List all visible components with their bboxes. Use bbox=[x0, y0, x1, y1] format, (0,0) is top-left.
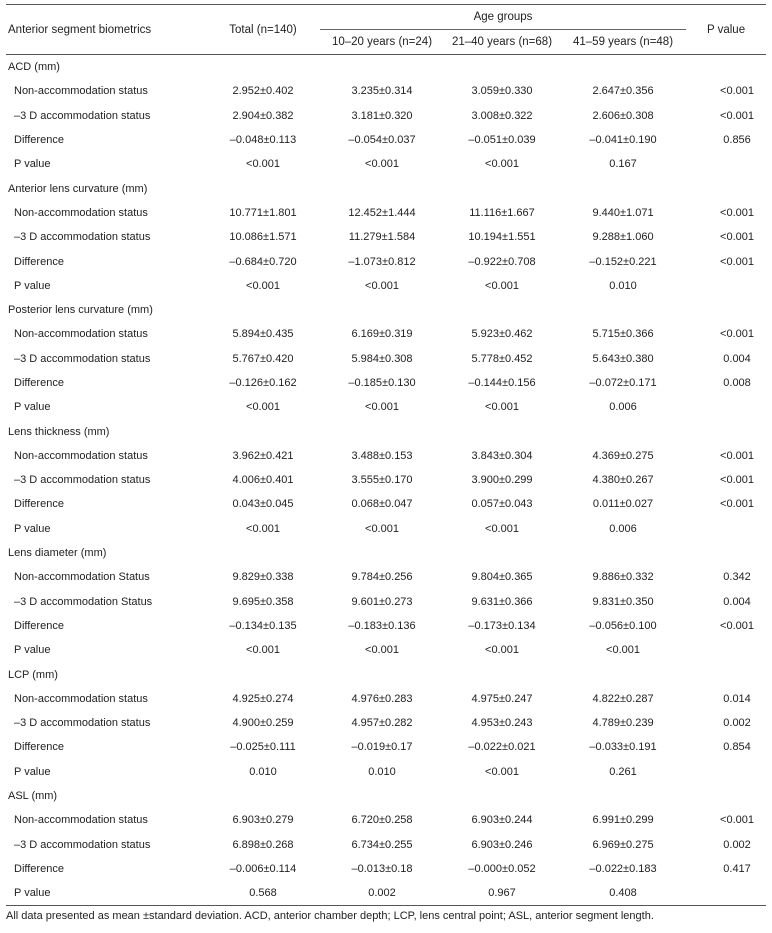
cell-age-21-40: <0.001 bbox=[485, 765, 519, 778]
cell-age-41-59: 5.715±0.366 bbox=[592, 328, 654, 341]
section-header-row bbox=[6, 55, 766, 79]
table-row bbox=[6, 492, 766, 516]
cell-age-21-40: –0.173±0.134 bbox=[468, 619, 536, 632]
row-label: Non-accommodation status bbox=[14, 328, 148, 341]
table-row bbox=[6, 517, 766, 541]
row-label: Non-accommodation status bbox=[14, 85, 148, 98]
cell-age-21-40: 5.778±0.452 bbox=[471, 352, 533, 365]
row-label: Non-accommodation status bbox=[14, 814, 148, 827]
table-row bbox=[6, 249, 766, 273]
biometrics-table bbox=[6, 5, 766, 905]
cell-total: 4.006±0.401 bbox=[232, 474, 294, 487]
header-total: Total (n=140) bbox=[229, 23, 297, 36]
table-row bbox=[6, 687, 766, 711]
cell-age-10-20: <0.001 bbox=[365, 158, 399, 171]
section-title: Anterior lens curvature (mm) bbox=[8, 182, 148, 195]
cell-age-41-59: –0.056±0.100 bbox=[589, 619, 657, 632]
cell-total: 0.568 bbox=[249, 887, 277, 900]
cell-p-value bbox=[686, 274, 766, 298]
cell-age-21-40: 0.057±0.043 bbox=[471, 498, 533, 511]
table-row bbox=[6, 857, 766, 881]
cell-total: 2.904±0.382 bbox=[232, 109, 294, 122]
cell-age-41-59: 6.969±0.275 bbox=[592, 838, 654, 851]
row-label: P value bbox=[14, 644, 51, 657]
cell-age-41-59: 2.606±0.308 bbox=[592, 109, 654, 122]
section-title: ACD (mm) bbox=[8, 61, 60, 74]
row-label: Non-accommodation status bbox=[14, 449, 148, 462]
row-label: –3 D accommodation status bbox=[14, 838, 151, 851]
row-label: –3 D accommodation status bbox=[14, 109, 151, 122]
table-row bbox=[6, 808, 766, 832]
table-body bbox=[6, 55, 766, 905]
table-bottom-rule bbox=[6, 905, 766, 906]
row-label: Difference bbox=[14, 619, 64, 632]
cell-age-10-20: 12.452±1.444 bbox=[348, 206, 416, 219]
cell-p-value bbox=[686, 152, 766, 176]
cell-p-value: 0.856 bbox=[723, 134, 751, 147]
table-row bbox=[6, 79, 766, 103]
cell-total: –0.048±0.113 bbox=[229, 134, 297, 147]
cell-age-41-59: 9.288±1.060 bbox=[592, 231, 654, 244]
row-label: Difference bbox=[14, 377, 64, 389]
cell-p-value: <0.001 bbox=[720, 109, 754, 122]
row-label: P value bbox=[14, 522, 51, 535]
cell-age-41-59: 9.831±0.350 bbox=[592, 595, 654, 608]
cell-age-41-59: 0.408 bbox=[609, 887, 637, 900]
table-row bbox=[6, 638, 766, 662]
cell-age-21-40: –0.000±0.052 bbox=[468, 862, 536, 875]
cell-total: 0.010 bbox=[249, 765, 277, 778]
cell-total: <0.001 bbox=[246, 522, 280, 535]
table-row bbox=[6, 735, 766, 759]
cell-age-41-59: –0.072±0.171 bbox=[589, 377, 657, 389]
row-label: Difference bbox=[14, 862, 64, 875]
cell-age-41-59: 4.822±0.287 bbox=[592, 692, 654, 705]
cell-total: –0.134±0.135 bbox=[229, 619, 297, 632]
header-age-groups: Age groups bbox=[320, 5, 686, 30]
section-header-row bbox=[6, 176, 766, 200]
row-label: Non-accommodation status bbox=[14, 206, 148, 219]
cell-age-21-40: 4.975±0.247 bbox=[471, 692, 533, 705]
table-header bbox=[6, 5, 766, 55]
row-label: –3 D accommodation status bbox=[14, 352, 151, 365]
cell-age-10-20: 0.068±0.047 bbox=[351, 498, 413, 511]
cell-age-21-40: 11.116±1.667 bbox=[469, 206, 535, 219]
row-label: P value bbox=[14, 158, 51, 171]
cell-age-41-59: 4.369±0.275 bbox=[592, 449, 654, 462]
cell-age-21-40: <0.001 bbox=[485, 522, 519, 535]
cell-age-21-40: –0.022±0.021 bbox=[468, 741, 536, 754]
table-row bbox=[6, 565, 766, 589]
cell-age-10-20: –0.183±0.136 bbox=[348, 619, 416, 632]
cell-age-10-20: 3.235±0.314 bbox=[351, 85, 413, 98]
cell-age-21-40: 3.843±0.304 bbox=[471, 449, 533, 462]
biometrics-table-container bbox=[6, 0, 766, 922]
cell-age-10-20: 3.181±0.320 bbox=[351, 109, 413, 122]
cell-total: 10.771±1.801 bbox=[229, 206, 297, 219]
cell-age-10-20: –0.185±0.130 bbox=[348, 377, 416, 389]
cell-total: <0.001 bbox=[246, 401, 280, 414]
cell-p-value: 0.004 bbox=[723, 595, 751, 608]
cell-age-21-40: <0.001 bbox=[485, 279, 519, 292]
cell-p-value: 0.014 bbox=[723, 692, 751, 705]
cell-p-value: 0.008 bbox=[723, 377, 751, 389]
cell-age-10-20: 3.555±0.170 bbox=[351, 474, 413, 487]
cell-age-21-40: <0.001 bbox=[485, 401, 519, 414]
cell-total: 10.086±1.571 bbox=[229, 231, 297, 244]
row-label: P value bbox=[14, 279, 51, 292]
cell-p-value: <0.001 bbox=[720, 449, 754, 462]
cell-age-41-59: 0.167 bbox=[609, 158, 637, 171]
table-row bbox=[6, 614, 766, 638]
cell-p-value: <0.001 bbox=[720, 206, 754, 219]
cell-age-10-20: 6.720±0.258 bbox=[351, 814, 413, 827]
cell-total: 4.900±0.259 bbox=[232, 717, 294, 730]
cell-total: <0.001 bbox=[246, 644, 280, 657]
cell-age-10-20: 11.279±1.584 bbox=[348, 231, 416, 244]
row-label: Difference bbox=[14, 741, 64, 754]
cell-age-10-20: 3.488±0.153 bbox=[351, 449, 413, 462]
section-header-row bbox=[6, 541, 766, 565]
row-label: Non-accommodation status bbox=[14, 692, 148, 705]
section-header-row bbox=[6, 784, 766, 808]
cell-age-41-59: <0.001 bbox=[606, 644, 640, 657]
cell-p-value: 0.417 bbox=[723, 862, 751, 875]
table-row bbox=[6, 104, 766, 128]
header-biometrics: Anterior segment biometrics bbox=[8, 23, 152, 36]
cell-total: 6.903±0.279 bbox=[232, 814, 294, 827]
cell-age-10-20: 0.010 bbox=[368, 765, 396, 778]
cell-age-10-20: <0.001 bbox=[365, 279, 399, 292]
cell-age-21-40: <0.001 bbox=[485, 644, 519, 657]
cell-age-21-40: 3.900±0.299 bbox=[471, 474, 533, 487]
row-label: Difference bbox=[14, 255, 64, 268]
cell-age-10-20: 4.976±0.283 bbox=[351, 692, 413, 705]
cell-total: –0.025±0.111 bbox=[230, 741, 296, 754]
cell-age-41-59: 0.006 bbox=[609, 401, 637, 414]
cell-p-value: 0.002 bbox=[723, 838, 751, 851]
cell-total: –0.126±0.162 bbox=[229, 377, 297, 389]
section-title: LCP (mm) bbox=[8, 668, 58, 681]
cell-age-21-40: 10.194±1.551 bbox=[468, 231, 536, 244]
cell-age-21-40: 3.059±0.330 bbox=[471, 85, 533, 98]
section-title: ASL (mm) bbox=[8, 790, 58, 803]
cell-p-value bbox=[686, 638, 766, 662]
table-row bbox=[6, 881, 766, 905]
cell-age-21-40: 6.903±0.244 bbox=[471, 814, 533, 827]
row-label: P value bbox=[14, 887, 51, 900]
cell-age-41-59: 0.261 bbox=[609, 765, 637, 778]
cell-total: –0.006±0.114 bbox=[229, 862, 297, 875]
cell-p-value bbox=[686, 395, 766, 419]
cell-p-value: 0.004 bbox=[723, 352, 751, 365]
cell-age-10-20: 5.984±0.308 bbox=[351, 352, 413, 365]
cell-age-10-20: 6.734±0.255 bbox=[351, 838, 413, 851]
cell-total: 9.829±0.338 bbox=[232, 571, 294, 584]
row-label: Difference bbox=[14, 498, 64, 511]
cell-age-10-20: –1.073±0.812 bbox=[348, 255, 416, 268]
cell-p-value bbox=[686, 517, 766, 541]
section-title: Lens diameter (mm) bbox=[8, 547, 107, 560]
table-row bbox=[6, 201, 766, 225]
table-row bbox=[6, 444, 766, 468]
cell-age-21-40: <0.001 bbox=[485, 158, 519, 171]
header-age-21-40: 21–40 years (n=68) bbox=[451, 36, 553, 48]
cell-p-value: 0.342 bbox=[723, 571, 751, 584]
table-row bbox=[6, 274, 766, 298]
table-row bbox=[6, 152, 766, 176]
table-row bbox=[6, 468, 766, 492]
cell-age-21-40: 9.631±0.366 bbox=[471, 595, 533, 608]
cell-p-value: <0.001 bbox=[720, 498, 754, 511]
table-row bbox=[6, 395, 766, 419]
cell-age-41-59: 5.643±0.380 bbox=[592, 352, 654, 365]
row-label: –3 D accommodation status bbox=[14, 474, 151, 487]
cell-total: 3.962±0.421 bbox=[232, 449, 294, 462]
cell-p-value: <0.001 bbox=[720, 328, 754, 341]
cell-age-41-59: –0.033±0.191 bbox=[589, 741, 657, 754]
cell-total: 9.695±0.358 bbox=[232, 595, 294, 608]
cell-p-value: <0.001 bbox=[720, 255, 754, 268]
cell-age-21-40: –0.051±0.039 bbox=[468, 134, 536, 147]
cell-age-10-20: 0.002 bbox=[368, 887, 396, 900]
cell-age-10-20: 6.169±0.319 bbox=[351, 328, 413, 341]
cell-age-41-59: –0.041±0.190 bbox=[589, 134, 657, 147]
section-title: Lens thickness (mm) bbox=[8, 425, 110, 438]
row-label: –3 D accommodation status bbox=[14, 717, 151, 730]
section-header-row bbox=[6, 662, 766, 686]
cell-total: 2.952±0.402 bbox=[232, 85, 294, 98]
row-label: P value bbox=[14, 765, 51, 778]
cell-age-41-59: 4.789±0.239 bbox=[592, 717, 654, 730]
cell-total: <0.001 bbox=[246, 158, 280, 171]
row-label: Difference bbox=[14, 134, 64, 147]
cell-age-41-59: 0.010 bbox=[609, 279, 637, 292]
cell-total: –0.684±0.720 bbox=[229, 255, 297, 268]
table-row bbox=[6, 760, 766, 784]
cell-p-value: 0.002 bbox=[723, 717, 751, 730]
section-title: Posterior lens curvature (mm) bbox=[8, 304, 153, 317]
cell-p-value: <0.001 bbox=[720, 619, 754, 632]
cell-age-10-20: 9.601±0.273 bbox=[351, 595, 413, 608]
table-row bbox=[6, 322, 766, 346]
cell-age-41-59: 9.440±1.071 bbox=[592, 206, 654, 219]
table-row bbox=[6, 347, 766, 371]
cell-age-21-40: 9.804±0.365 bbox=[471, 571, 533, 584]
cell-age-41-59: 4.380±0.267 bbox=[592, 474, 654, 487]
cell-age-10-20: –0.013±0.18 bbox=[351, 862, 413, 875]
row-label: –3 D accommodation status bbox=[14, 231, 151, 244]
cell-p-value: <0.001 bbox=[720, 231, 754, 244]
cell-p-value: 0.854 bbox=[723, 741, 751, 754]
table-row bbox=[6, 371, 766, 395]
cell-age-10-20: 9.784±0.256 bbox=[351, 571, 413, 584]
row-label: –3 D accommodation Status bbox=[14, 595, 153, 608]
cell-age-41-59: 2.647±0.356 bbox=[592, 85, 654, 98]
cell-age-21-40: –0.922±0.708 bbox=[468, 255, 536, 268]
cell-age-41-59: –0.022±0.183 bbox=[589, 862, 657, 875]
cell-total: 5.894±0.435 bbox=[232, 328, 294, 341]
cell-total: <0.001 bbox=[246, 279, 280, 292]
header-age-10-20: 10–20 years (n=24) bbox=[331, 36, 433, 48]
cell-age-21-40: 3.008±0.322 bbox=[471, 109, 533, 122]
table-row bbox=[6, 590, 766, 614]
cell-total: 0.043±0.045 bbox=[232, 498, 294, 511]
cell-age-10-20: –0.019±0.17 bbox=[351, 741, 413, 754]
cell-age-41-59: 0.006 bbox=[609, 522, 637, 535]
cell-age-10-20: <0.001 bbox=[365, 522, 399, 535]
cell-age-41-59: 9.886±0.332 bbox=[592, 571, 654, 584]
cell-total: 5.767±0.420 bbox=[232, 352, 294, 365]
cell-p-value: <0.001 bbox=[720, 814, 754, 827]
cell-age-41-59: 6.991±0.299 bbox=[592, 814, 654, 827]
table-row bbox=[6, 833, 766, 857]
table-row bbox=[6, 128, 766, 152]
table-footnote: All data presented as mean ±standard deviation. ACD, anterior chamber depth; LCP, lens central point; ASL, anterior segment length. bbox=[6, 910, 654, 923]
cell-age-21-40: –0.144±0.156 bbox=[468, 377, 536, 389]
row-label: Non-accommodation Status bbox=[14, 571, 150, 584]
section-header-row bbox=[6, 419, 766, 443]
cell-total: 6.898±0.268 bbox=[232, 838, 294, 851]
cell-age-21-40: 5.923±0.462 bbox=[471, 328, 533, 341]
cell-p-value: <0.001 bbox=[720, 474, 754, 487]
cell-age-10-20: 4.957±0.282 bbox=[351, 717, 413, 730]
cell-age-41-59: –0.152±0.221 bbox=[589, 255, 657, 268]
cell-age-41-59: 0.011±0.027 bbox=[592, 498, 654, 511]
cell-age-21-40: 0.967 bbox=[488, 887, 516, 900]
cell-age-21-40: 4.953±0.243 bbox=[471, 717, 533, 730]
cell-age-10-20: <0.001 bbox=[365, 401, 399, 414]
header-age-41-59: 41–59 years (n=48) bbox=[572, 36, 674, 48]
cell-p-value bbox=[686, 760, 766, 784]
section-header-row bbox=[6, 298, 766, 322]
cell-total: 4.925±0.274 bbox=[232, 692, 294, 705]
cell-p-value bbox=[686, 881, 766, 905]
row-label: P value bbox=[14, 401, 51, 414]
table-row bbox=[6, 711, 766, 735]
header-p-value: P value bbox=[706, 23, 746, 36]
cell-p-value: <0.001 bbox=[720, 85, 754, 98]
table-row bbox=[6, 225, 766, 249]
cell-age-21-40: 6.903±0.246 bbox=[471, 838, 533, 851]
cell-age-10-20: <0.001 bbox=[365, 644, 399, 657]
cell-age-10-20: –0.054±0.037 bbox=[348, 134, 416, 147]
